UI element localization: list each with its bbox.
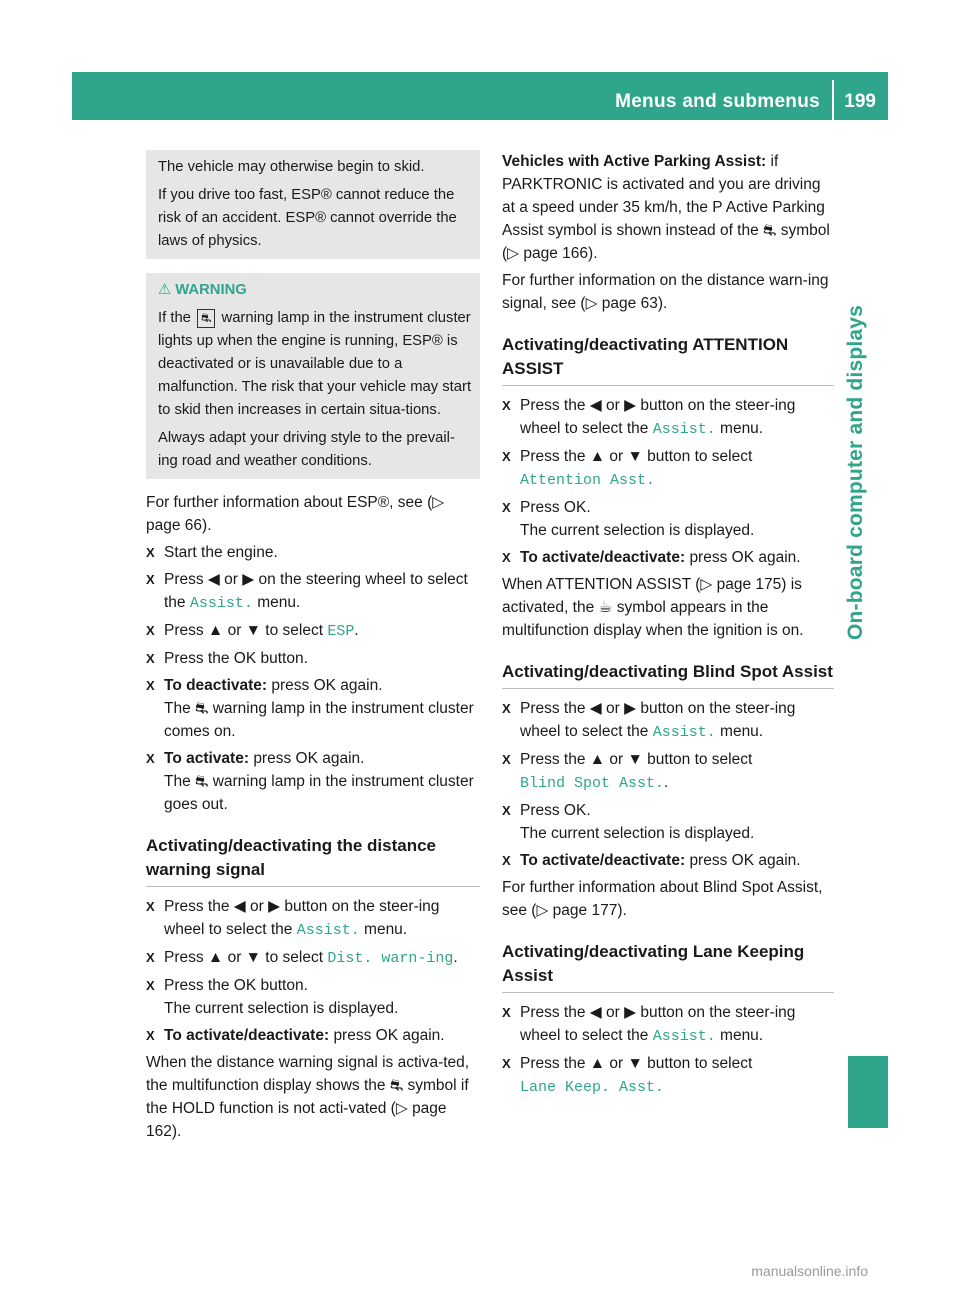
step: X Press OK. The current selection is displayed. xyxy=(502,499,755,539)
step: X Press the ◀ or ▶ button on the steer-ing wheel to select the Assist. menu. xyxy=(146,898,440,939)
note-box xyxy=(146,150,480,259)
section-heading: Activating/deactivating the distance warning signal xyxy=(146,834,480,887)
step: X To activate/deactivate: press OK again. xyxy=(146,1027,445,1044)
section-heading: Activating/deactivating Blind Spot Assist xyxy=(502,660,834,689)
menu-item: ESP xyxy=(327,623,355,640)
step: X To activate/deactivate: press OK again. xyxy=(502,549,801,566)
step: X Press the ◀ or ▶ button on the steer-ing wheel to select the Assist. menu. xyxy=(502,397,796,438)
step: X Press the ▲ or ▼ button to select Blind Spot Asst.. xyxy=(502,751,753,792)
step: X Press OK. The current selection is displayed. xyxy=(502,802,755,842)
menu-item: Blind Spot Asst. xyxy=(520,775,665,792)
page-number: 199 xyxy=(844,91,876,112)
warning-text: Always adapt your driving style to the prevail-ing road and weather conditions. xyxy=(158,430,455,469)
step: X To activate/deactivate: press OK again. xyxy=(502,852,801,869)
header-bar xyxy=(72,72,888,120)
step: X Press the ▲ or ▼ button to select Attention Asst. xyxy=(502,448,753,489)
esp-off-icon: ⛐ xyxy=(197,309,215,328)
warning-box xyxy=(146,273,480,479)
menu-item: Attention Asst. xyxy=(520,472,656,489)
warning-triangle-icon: ⚠ xyxy=(158,282,172,298)
warning-text: warning lamp in the instrument cluster lights up when the engine is running, ESP® is deactivated or is unavailable due to a malfunction. The risk that your vehicle may start to skid then increases in certain situa-tions. xyxy=(158,310,472,418)
menu-item: Dist. warn-ing xyxy=(327,950,454,967)
body-para: When ATTENTION ASSIST (▷ page 175) is activated, the ☕ symbol appears in the multifunction display when the ignition is on. xyxy=(502,576,804,639)
body-para: When the distance warning signal is activa-ted, the multifunction display shows the ⛐ symbol if the HOLD function is not acti-vated (▷ page 162). xyxy=(146,1054,470,1140)
body-para: Vehicles with Active Parking Assist: if PARKTRONIC is activated and you are driving at a speed under 35 km/h, the P Active Parking Assist symbol is shown instead of the ⛐ symbol (▷ page 166). xyxy=(502,153,830,262)
body-para: For further information on the distance warn-ing signal, see (▷ page 63). xyxy=(502,272,829,312)
warning-label: WARNING xyxy=(175,282,247,298)
step: X Press the ◀ or ▶ button on the steer-ing wheel to select the Assist. menu. xyxy=(502,1004,796,1045)
step: X Press ◀ or ▶ on the steering wheel to select the Assist. menu. xyxy=(146,571,468,612)
step: X Press the OK button. The current selection is displayed. xyxy=(146,977,399,1017)
info-para: For further information about ESP®, see (▷ page 66). xyxy=(146,494,445,534)
footer-watermark: manualsonline.info xyxy=(751,1263,868,1279)
section-title: Menus and submenus xyxy=(615,91,820,112)
left-column xyxy=(146,150,480,1147)
step: X Press ▲ or ▼ to select ESP. xyxy=(146,622,359,640)
side-thumb-marker xyxy=(848,1056,888,1128)
section-heading: Activating/deactivating Lane Keeping Assist xyxy=(502,940,834,993)
menu-item: Lane Keep. Asst. xyxy=(520,1079,665,1096)
menu-name: Assist. xyxy=(189,595,253,612)
step: X Start the engine. xyxy=(146,544,278,561)
warning-text: If the xyxy=(158,310,191,326)
body-para: For further information about Blind Spot Assist, see (▷ page 177). xyxy=(502,879,823,919)
step: X To deactivate: press OK again. The ⛐ warning lamp in the instrument cluster comes on. xyxy=(146,677,474,740)
step: X Press the ▲ or ▼ button to select Lane Keep. Asst. xyxy=(502,1055,753,1096)
step: X Press ▲ or ▼ to select Dist. warn-ing. xyxy=(146,949,458,967)
section-heading: Activating/deactivating ATTENTION ASSIST xyxy=(502,333,834,386)
side-chapter-tab: On-board computer and displays xyxy=(844,304,867,640)
header-divider xyxy=(832,80,834,120)
right-column xyxy=(502,150,834,1103)
step: X Press the OK button. xyxy=(146,650,308,667)
note-line: If you drive too fast, ESP® cannot reduce the risk of an accident. ESP® cannot override the laws of physics. xyxy=(158,187,457,249)
step: X To activate: press OK again. The ⛐ warning lamp in the instrument cluster goes out. xyxy=(146,750,474,813)
note-line: The vehicle may otherwise begin to skid. xyxy=(158,159,425,175)
step: X Press the ◀ or ▶ button on the steer-ing wheel to select the Assist. menu. xyxy=(502,700,796,741)
